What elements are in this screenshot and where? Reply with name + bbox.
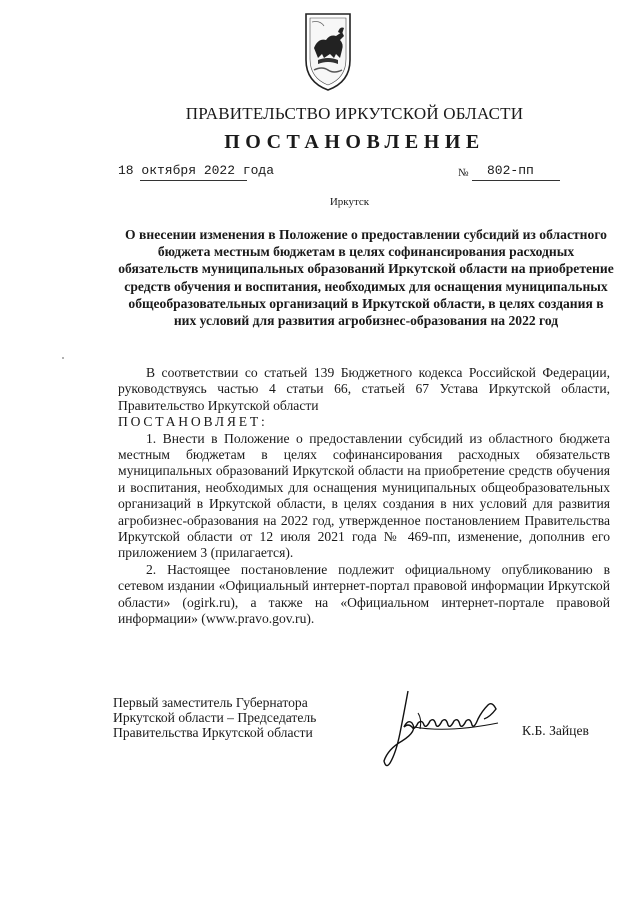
position-line-3: Правительства Иркутской области	[113, 725, 313, 740]
item-1-paragraph: 1. Внести в Положение о предоставлении субсидий из областного бюджета местным бюджетам в целях софинансирования расходных обязательств муниципальных образований Иркутской области на приобретение средств обучения и воспитания, необходимых для оснащения муниципальных общеобразовательных организаций в Иркутской области, в целях создания в них условий для развития агробизнес-образования на 2022 год, утвержденное постановлением Правительства Иркутской области от 12 июля 2021 года № 469-пп, изменение, дополнив его приложением 3 (прилагается).	[118, 430, 610, 561]
coat-of-arms-icon	[300, 10, 356, 92]
preamble-paragraph: В соответствии со статьей 139 Бюджетного кодекса Российской Федерации, руководствуясь частью 4 статьи 66, статьей 67 Устава Иркутской области, Правительство Иркутской области	[118, 365, 610, 413]
scan-speck	[62, 357, 64, 359]
decree-word: ПОСТАНОВЛЯЕТ:	[118, 414, 268, 430]
document-city: Иркутск	[329, 196, 370, 208]
document-number: 802-пп	[487, 163, 534, 178]
number-sign: №	[458, 167, 469, 179]
document-title: О внесении изменения в Положение о предоставлении субсидий из областного бюджета местным бюджетам в целях софинансирования расходных обязательств муниципальных образований Иркутской области на приобретение средств обучения и воспитания, необходимых для оснащения муниципальных общеобразовательных организаций в Иркутской области, в целях создания в них условий для развития агробизнес-образования на 2022 год	[118, 227, 614, 329]
handwritten-signature-icon	[378, 683, 508, 773]
item-2-paragraph: 2. Настоящее постановление подлежит официальному опубликованию в сетевом издании «Официальный интернет-портал правовой информации Иркутской области» (ogirk.ru), а также на «Официальном интернет-портале правовой информации» (www.pravo.gov.ru).	[118, 561, 610, 627]
organization-name: ПРАВИТЕЛЬСТВО ИРКУТСКОЙ ОБЛАСТИ	[185, 104, 524, 123]
signatory-position	[113, 695, 316, 740]
position-line-1: Первый заместитель Губернатора	[113, 695, 308, 710]
date-underline	[140, 180, 247, 181]
position-line-2: Иркутской области – Председатель	[113, 710, 317, 725]
document-body	[118, 365, 610, 628]
number-underline	[472, 180, 560, 181]
document-date: 18 октября 2022 года	[118, 163, 275, 178]
document-type: ПОСТАНОВЛЕНИЕ	[224, 131, 485, 153]
signatory-name: К.Б. Зайцев	[522, 723, 589, 738]
